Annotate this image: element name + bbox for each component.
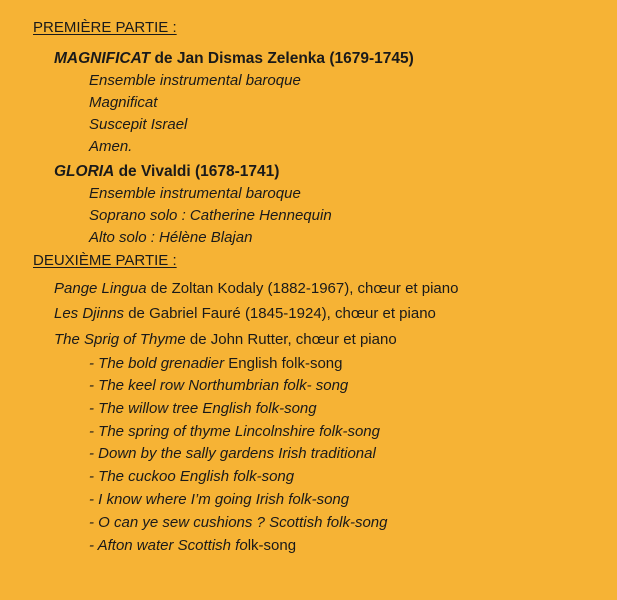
- work-title-composer: de Jan Dismas Zelenka (1679-1745): [150, 50, 414, 67]
- song-origin: lk-song: [247, 537, 297, 554]
- song-item: [89, 514, 387, 532]
- song-title: - The cuckoo English folk-song: [89, 468, 295, 485]
- song-item: [89, 491, 349, 509]
- work-detail: Ensemble instrumental baroque: [89, 72, 301, 89]
- work-title-name: MAGNIFICAT: [54, 50, 151, 67]
- song-origin: English folk-song: [224, 355, 343, 372]
- song-title: - The willow tree English folk-song: [89, 400, 317, 417]
- work-detail: Amen.: [89, 138, 133, 155]
- song-title: - The keel row Northumbrian folk- song: [89, 377, 349, 394]
- song-item: [89, 377, 348, 395]
- piece-title: Pange Lingua: [54, 280, 147, 297]
- song-title: - Afton water Scottish fo: [89, 537, 248, 554]
- piece-composer: de John Rutter, chœur et piano: [185, 331, 397, 348]
- song-item: [89, 355, 343, 373]
- song-item: [89, 468, 294, 486]
- song-title: - I know where I’m going Irish folk-song: [89, 491, 350, 508]
- work-title-gloria: [54, 163, 279, 181]
- work-detail: Magnificat: [89, 94, 158, 111]
- piece-title: The Sprig of Thyme: [54, 331, 186, 348]
- song-title: - O can ye sew cushions ? Scottish folk-song: [89, 514, 388, 531]
- work-title-composer: de Vivaldi (1678-1741): [114, 163, 280, 180]
- work-title-name: GLORIA: [54, 163, 115, 180]
- work-detail: Ensemble instrumental baroque: [89, 185, 301, 202]
- piece-les-djinns: [54, 305, 436, 323]
- song-item: [89, 400, 317, 418]
- song-title: - The spring of thyme Lincolnshire folk-song: [89, 423, 380, 440]
- song-item: [89, 423, 380, 441]
- work-detail: Alto solo : Hélène Blajan: [89, 229, 253, 246]
- piece-title: Les Djinns: [54, 305, 125, 322]
- piece-pange-lingua: [54, 280, 458, 298]
- song-title: - The bold grenadier: [89, 355, 225, 372]
- song-item: [89, 445, 376, 463]
- piece-composer: de Gabriel Fauré (1845-1924), chœur et piano: [124, 305, 436, 322]
- part-two-heading: DEUXIÈME PARTIE :: [33, 252, 177, 269]
- part-one-heading: PREMIÈRE PARTIE :: [33, 19, 177, 36]
- piece-composer: de Zoltan Kodaly (1882-1967), chœur et piano: [146, 280, 459, 297]
- work-detail: Suscepit Israel: [89, 116, 188, 133]
- work-title-magnificat: [54, 50, 414, 68]
- piece-sprig-of-thyme: [54, 331, 397, 349]
- song-item: [89, 537, 296, 555]
- song-title: - Down by the sally gardens Irish traditional: [89, 445, 376, 462]
- work-detail: Soprano solo : Catherine Hennequin: [89, 207, 332, 224]
